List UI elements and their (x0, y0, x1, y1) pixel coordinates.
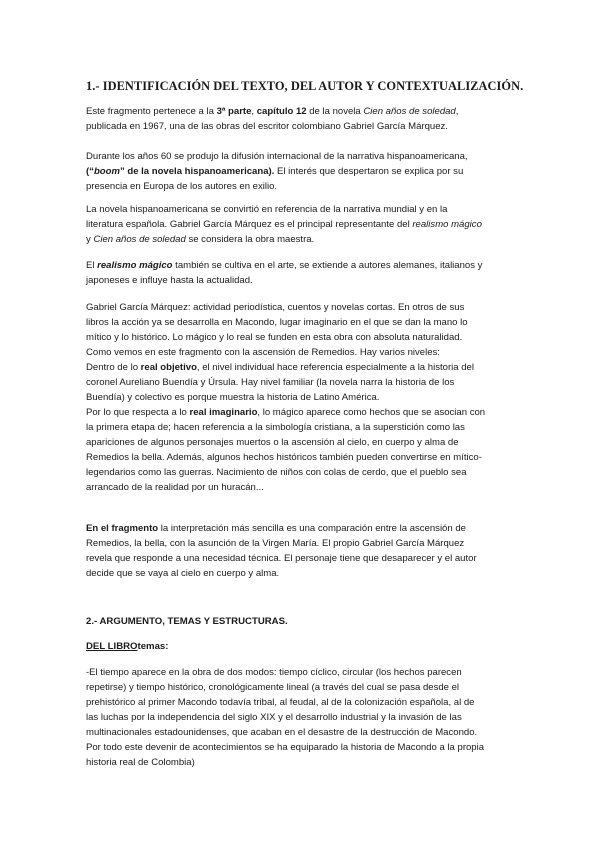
text-line: Este fragmento pertenece a la 3ª parte, capítulo 12 de la novela Cien años de soledad, (86, 106, 459, 117)
text-line: y Cien años de soledad se considera la obra maestra. (86, 234, 315, 245)
heading-section-1: 1.- IDENTIFICACIÓN DEL TEXTO, DEL AUTOR Y CONTEXTUALIZACIÓN. (86, 79, 524, 93)
text-line: las luchas por la independencia del siglo XIX y el desarrollo industrial y la invasión de las (86, 712, 462, 723)
text-line: Buendía) y colectivo es porque muestra la historia de Latino América. (86, 392, 380, 403)
text-line: Remedios, la bella, con la asunción de la Virgen María. El propio Gabriel García Márquez (86, 538, 465, 549)
paragraph-magical-realism (86, 258, 516, 288)
text-line: La novela hispanoamericana se convirtió en referencia de la narrativa mundial y en la (86, 204, 448, 215)
text-line: libros la acción ya se desarrolla en Macondo, lugar imaginario en el que se dan la mano lo (86, 317, 468, 328)
paragraph-author-levels (86, 300, 516, 495)
paragraph-boom (86, 149, 516, 194)
paragraph-identification (86, 104, 516, 134)
text-line: Como vemos en este fragmento con la ascensión de Remedios. Hay varios niveles: (86, 347, 440, 358)
heading-section-2: 2.- ARGUMENTO, TEMAS Y ESTRUCTURAS. (86, 616, 288, 627)
text-line: Remedios la bella. Además, algunos hechos históricos también pueden convertirse en mítico- (86, 452, 482, 463)
paragraph-reference (86, 202, 516, 247)
text-line: la primera etapa de; hacen referencia a la simbología cristiana, a la superstición como las (86, 422, 465, 433)
text-line: presencia en Europa de los autores en exilio. (86, 181, 278, 192)
text-line: Durante los años 60 se produjo la difusión internacional de la narrativa hispanoamericana, (86, 151, 468, 162)
text-line: arrancado de la realidad por un huracán... (86, 482, 264, 493)
text-line: prehistórico al primer Macondo todavía tribal, al feudal, al de la colonización española, al de (86, 697, 475, 708)
text-line: historia real de Colombia) (86, 757, 195, 768)
text-line: Por lo que respecta a lo real imaginario, lo mágico aparece como hechos que se asocian con (86, 407, 486, 418)
text-line: Por todo este devenir de acontecimientos se ha equiparado la historia de Macondo a la propia (86, 742, 485, 753)
text-line: Gabriel García Márquez: actividad periodística, cuentos y novelas cortas. En otros de sus (86, 302, 465, 313)
text-line: multinacionales estadounidenses, que acaban en el desastre de la destrucción de Macondo. (86, 727, 478, 738)
paragraph-time (86, 665, 516, 770)
paragraph-fragment (86, 521, 516, 581)
text-line: mítico y lo histórico. Lo mágico y lo real se funden en esta obra con absoluta naturalidad. (86, 332, 463, 343)
text-line: Dentro de lo real objetivo, el nivel individual hace referencia especialmente a la historia del (86, 362, 474, 373)
text-line: publicada en 1967, una de las obras del escritor colombiano Gabriel García Márquez. (86, 121, 448, 132)
text-line: literatura española. Gabriel García Márquez es el principal representante del realismo mágico (86, 219, 482, 230)
text-line: legendarios como las guerras. Nacimiento de niños con colas de cerdo, que el pueblo sea (86, 467, 467, 478)
text-line: decide que se vaya al cielo en cuerpo y alma. (86, 568, 280, 579)
text-line: revela que responde a una necesidad técnica. El personaje tiene que desaparecer y el autor (86, 553, 477, 564)
text-line: -El tiempo aparece en la obra de dos modos: tiempo cíclico, circular (los hechos parecen (86, 667, 462, 678)
subheading-del-libro: DEL LIBROtemas: (86, 641, 169, 652)
text-line: coronel Aureliano Buendía y Úrsula. Hay nivel familiar (la novela narra la historia de los (86, 377, 455, 388)
text-line: En el fragmento la interpretación más sencilla es una comparación entre la ascensión de (86, 523, 466, 534)
text-line: japoneses e influye hasta la actualidad. (86, 275, 253, 286)
text-line: (“boom” de la novela hispanoamericana). El interés que despertaron se explica por su (86, 166, 464, 177)
text-line: El realismo mágico también se cultiva en el arte, se extiende a autores alemanes, italianos y (86, 260, 483, 271)
text-line: apariciones de algunos personajes muertos o la ascensión al cielo, en cuerpo y alma de (86, 437, 459, 448)
text-line: repetirse) y tiempo histórico, cronológicamente lineal (a través del cual se pasa desde el (86, 682, 460, 693)
